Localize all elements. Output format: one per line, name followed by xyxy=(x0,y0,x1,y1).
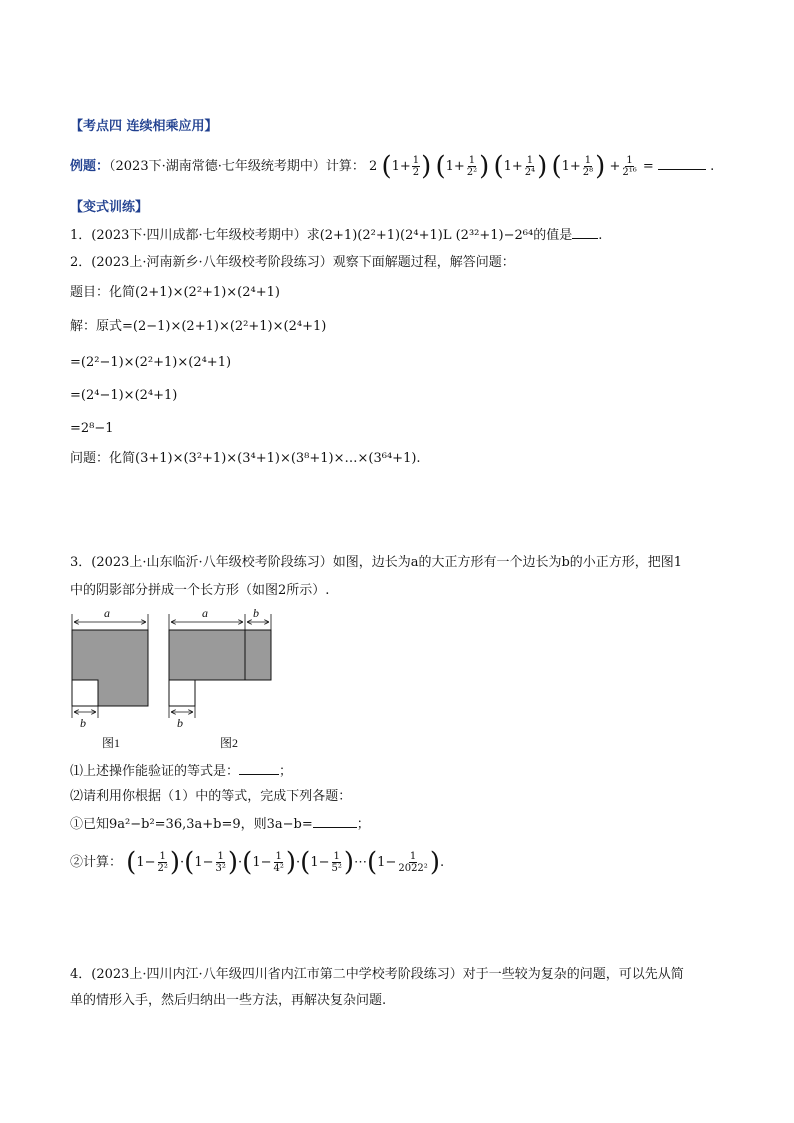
figure-1-caption: 图1 xyxy=(102,736,121,750)
example-line xyxy=(70,152,714,182)
question-2-question: 问题：化简(3+1)×(3²+1)×(3⁴+1)×(3⁸+1)×…×(3⁶⁴+1). xyxy=(70,451,421,466)
example-expression: 2 (1+ $\frac{1}{2}$ ) (1+ $\frac{1}{\text{2²}}$ ) (1+ $\frac{1}{\text{2⁴}}$ ) (1+ $\frac{1}{\text{2⁸}}$ ) + $\frac{1}{\text{2¹⁶}}$ = . xyxy=(369,151,715,182)
question-4-line-1: 4．(2023上·四川内江·八年级四川省内江市第二中学校考阶段练习）对于一些较为复杂的问题，可以先从简 xyxy=(70,967,684,982)
question-2-step-1: =(2²−1)×(2²+1)×(2⁴+1) xyxy=(70,355,232,370)
q1-blank xyxy=(572,226,598,239)
question-3-line-1: 3．(2023上·山东临沂·八年级校考阶段练习）如图，边长为a的大正方形有一个边长为b的小正方形，把图1 xyxy=(70,555,683,570)
question-4-line-2: 单的情形入手，然后归纳出一些方法，再解决复杂问题. xyxy=(70,993,387,1008)
figure-2-caption: 图2 xyxy=(220,736,239,750)
example-source: （2023下·湖南常德·七年级统考期中）计算： xyxy=(109,159,365,174)
question-2-solution: 解：原式=(2−1)×(2+1)×(2²+1)×(2⁴+1) xyxy=(70,319,327,334)
fig1-label-b: b xyxy=(80,716,86,730)
question-2-intro: 2．(2023上·河南新乡·八年级校考阶段练习）观察下面解题过程，解答问题： xyxy=(70,255,515,270)
figure-1 xyxy=(72,614,148,718)
fig2-label-b: b xyxy=(177,716,183,730)
figure-2 xyxy=(169,614,271,718)
answer-blank xyxy=(658,157,706,170)
q3-part1-blank xyxy=(239,762,279,775)
question-3-part-2: ⑵请利用你根据（1）中的等式，完成下列各题： xyxy=(70,789,352,804)
fig1-label-a: a xyxy=(104,606,110,620)
question-3-sub-1: ①已知9a²−b²=36,3a+b=9，则3a−b= ； xyxy=(70,817,370,832)
section-heading: 【考点四 连续相乘应用】 xyxy=(70,119,218,134)
training-heading: 【变式训练】 xyxy=(70,200,149,215)
question-3-sub-2: ②计算： (1− $\frac{1}{\text{2²}}$ )·(1− $\frac{1}{\text{3²}}$ )·(1− $\frac{1}{\text{4²}}$ )·(1− $\frac{1}{\text{5²}}$ )⋯(1− $\frac{1}{\text{2022²}}$ ). xyxy=(70,847,445,878)
question-2-topic: 题目：化简(2+1)×(2²+1)×(2⁴+1) xyxy=(70,285,280,300)
question-2-step-2: =(2⁴−1)×(2⁴+1) xyxy=(70,388,178,403)
question-1: 1．(2023下·四川成都·七年级校考期中）求(2+1)(2²+1)(2⁴+1)L (2³²+1)−2⁶⁴的值是 . xyxy=(70,228,603,243)
q3-sub1-blank xyxy=(313,815,357,828)
question-2-step-3: =2⁸−1 xyxy=(70,421,114,436)
question-3-figures xyxy=(60,604,290,754)
fig2-label-b-top: b xyxy=(253,606,259,620)
example-label: 例题： xyxy=(70,159,110,174)
fig2-label-a: a xyxy=(202,606,208,620)
question-3-line-2: 中的阴影部分拼成一个长方形（如图2所示）. xyxy=(70,583,330,598)
question-3-part-1: ⑴上述操作能验证的等式是： ； xyxy=(70,764,293,779)
